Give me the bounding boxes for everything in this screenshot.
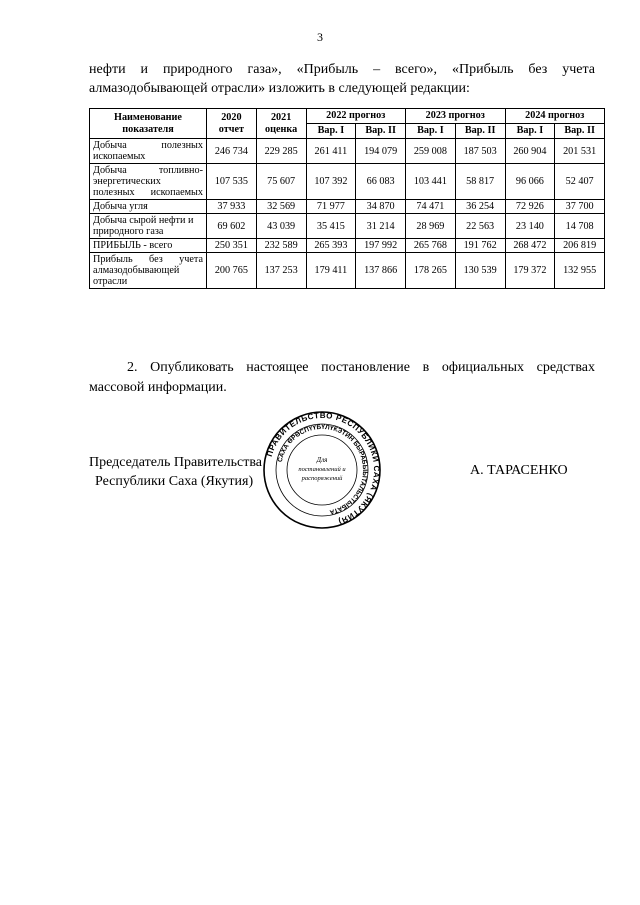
seal-center-line-3: распоряжений	[301, 475, 343, 482]
intro-line-2: алмазодобывающей отрасли» изложить в следующей редакции:	[89, 81, 470, 96]
row-name: Добыча топливно-энергетических полезных ископаемых	[90, 164, 207, 200]
row-name: Добыча угля	[90, 200, 207, 214]
cell: 37 700	[555, 200, 605, 214]
cell: 34 870	[356, 200, 406, 214]
cell: 32 569	[256, 200, 306, 214]
header-2021	[256, 109, 306, 139]
cell: 43 039	[256, 214, 306, 239]
cell: 201 531	[555, 139, 605, 164]
cell: 260 904	[505, 139, 555, 164]
cell: 137 253	[256, 253, 306, 289]
header-2022-var1: Вар. I	[306, 124, 356, 139]
page-number: 3	[317, 30, 323, 44]
seal-center-line-1: Для	[316, 456, 328, 464]
cell: 179 411	[306, 253, 356, 289]
row-name: Добыча полезных ископаемых	[90, 139, 207, 164]
header-2024-var2: Вар. II	[555, 124, 605, 139]
cell: 137 866	[356, 253, 406, 289]
cell: 246 734	[207, 139, 257, 164]
cell: 72 926	[505, 200, 555, 214]
cell: 14 708	[555, 214, 605, 239]
cell: 191 762	[455, 239, 505, 253]
cell: 265 768	[406, 239, 456, 253]
cell: 96 066	[505, 164, 555, 200]
cell: 52 407	[555, 164, 605, 200]
header-2022-var2: Вар. II	[356, 124, 406, 139]
table-row	[90, 164, 605, 200]
cell: 197 992	[356, 239, 406, 253]
cell: 265 393	[306, 239, 356, 253]
table-row	[90, 214, 605, 239]
position-line-1: Председатель Правительства	[89, 455, 262, 470]
header-2023-var1: Вар. I	[406, 124, 456, 139]
header-2023: 2023 прогноз	[406, 109, 506, 124]
cell: 103 441	[406, 164, 456, 200]
publication-paragraph: 2. Опубликовать настоящее постановление в официальных средствах массовой информации.	[89, 360, 595, 395]
header-2022: 2022 прогноз	[306, 109, 406, 124]
cell: 194 079	[356, 139, 406, 164]
row-name: ПРИБЫЛЬ - всего	[90, 239, 207, 253]
header-2020-sub: отчет	[218, 123, 244, 135]
cell: 74 471	[406, 200, 456, 214]
cell: 31 214	[356, 214, 406, 239]
table-header-row	[90, 109, 605, 124]
table-row	[90, 253, 605, 289]
cell: 107 535	[207, 164, 257, 200]
cell: 206 819	[555, 239, 605, 253]
cell: 250 351	[207, 239, 257, 253]
cell: 37 933	[207, 200, 257, 214]
cell: 66 083	[356, 164, 406, 200]
seal-center-line-2: постановлений и	[298, 466, 346, 473]
cell: 268 472	[505, 239, 555, 253]
cell: 75 607	[256, 164, 306, 200]
cell: 261 411	[306, 139, 356, 164]
cell: 22 563	[455, 214, 505, 239]
cell: 58 817	[455, 164, 505, 200]
cell: 71 977	[306, 200, 356, 214]
cell: 259 008	[406, 139, 456, 164]
cell: 187 503	[455, 139, 505, 164]
table-row	[90, 239, 605, 253]
header-indicator-name: Наименование показателя	[90, 109, 207, 139]
cell: 232 589	[256, 239, 306, 253]
header-2024-var1: Вар. I	[505, 124, 555, 139]
row-name: Прибыль без учета алмазодобывающей отрасли	[90, 253, 207, 289]
table-row	[90, 200, 605, 214]
seal-inner-text: САХА ӨРӨСПҮҮБҮЛҮКЭТИН БЫРАБЫЫТАЛЬСТЫБАТА	[276, 423, 369, 516]
indicators-table	[89, 108, 605, 289]
official-seal	[262, 410, 382, 530]
table-row	[90, 139, 605, 164]
cell: 132 955	[555, 253, 605, 289]
cell: 130 539	[455, 253, 505, 289]
position-line-2: Республики Саха (Якутия)	[95, 474, 254, 489]
seal-outer-text: ПРАВИТЕЛЬСТВО РЕСПУБЛИКИ САХА (ЯКУТИЯ)	[264, 410, 382, 527]
header-2020-year: 2020	[221, 111, 242, 123]
header-2020	[207, 109, 257, 139]
header-2021-year: 2021	[270, 111, 292, 123]
row-name: Добыча сырой нефти и природного газа	[90, 214, 207, 239]
cell: 178 265	[406, 253, 456, 289]
intro-paragraph	[89, 60, 595, 98]
cell: 35 415	[306, 214, 356, 239]
cell: 107 392	[306, 164, 356, 200]
header-2023-var2: Вар. II	[455, 124, 505, 139]
cell: 23 140	[505, 214, 555, 239]
cell: 179 372	[505, 253, 555, 289]
cell: 28 969	[406, 214, 456, 239]
header-2021-sub: оценка	[265, 123, 298, 135]
signatory-name: А. ТАРАСЕНКО	[470, 463, 568, 478]
cell: 229 285	[256, 139, 306, 164]
header-2024: 2024 прогноз	[505, 109, 605, 124]
signatory-position	[89, 453, 262, 491]
intro-line-1: нефти и природного газа», «Прибыль – всего», «Прибыль без учета	[89, 62, 595, 77]
cell: 200 765	[207, 253, 257, 289]
cell: 36 254	[455, 200, 505, 214]
cell: 69 602	[207, 214, 257, 239]
